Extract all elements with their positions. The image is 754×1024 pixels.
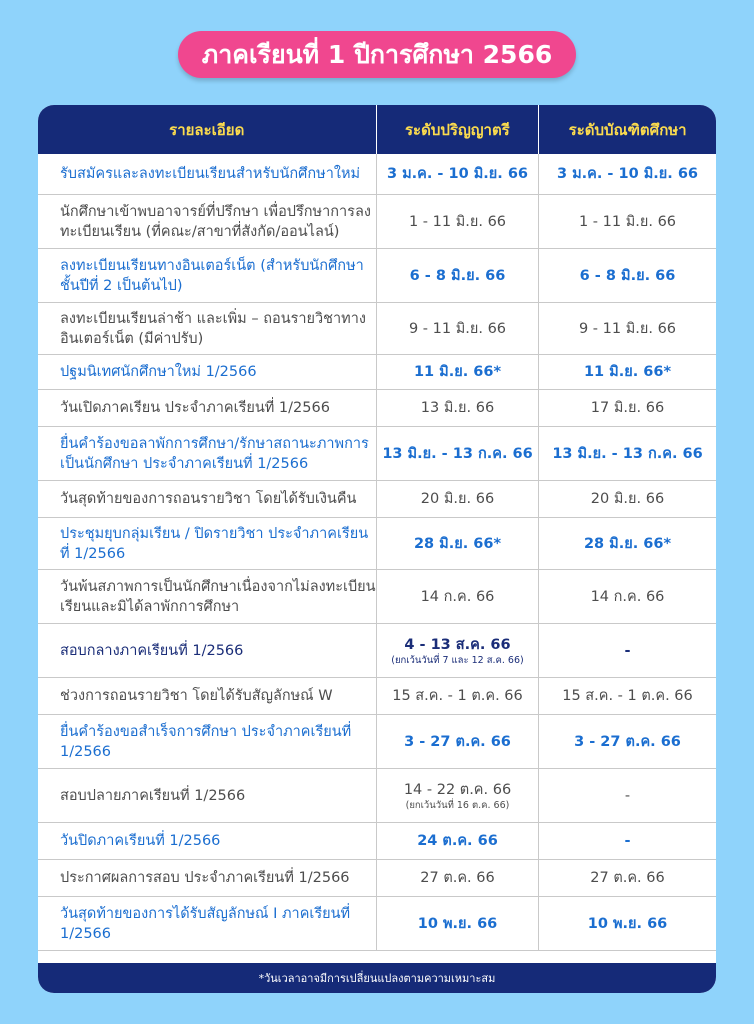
table-row <box>38 678 716 715</box>
table-row <box>38 518 716 570</box>
graduate-date-cell: 11 มิ.ย. 66* <box>538 355 716 389</box>
bachelor-date: 4 - 13 ส.ค. 66 <box>404 636 511 653</box>
graduate-date-cell: 6 - 8 มิ.ย. 66 <box>538 249 716 302</box>
detail-cell: ลงทะเบียนเรียนล่าช้า และเพิ่ม – ถอนรายวิชาทางอินเตอร์เน็ต (มีค่าปรับ) <box>60 310 366 347</box>
graduate-date-cell: 10 พ.ย. 66 <box>538 897 716 950</box>
table-row <box>38 481 716 518</box>
bachelor-date: 11 มิ.ย. 66* <box>413 364 502 380</box>
graduate-date-cell: 17 มิ.ย. 66 <box>538 390 716 426</box>
graduate-date-cell: - <box>538 823 716 859</box>
graduate-date-cell: 15 ส.ค. - 1 ต.ค. 66 <box>538 678 716 714</box>
graduate-date-cell: 14 ก.ค. 66 <box>538 570 716 623</box>
table-row <box>38 427 716 481</box>
table-row <box>38 897 716 951</box>
detail-cell: วันปิดภาคเรียนที่ 1/2566 <box>60 833 221 849</box>
date-exception-note: (ยกเว้นวันที่ 7 และ 12 ส.ค. 66) <box>391 654 524 666</box>
detail-cell: ประชุมยุบกลุ่มเรียน / ปิดรายวิชา ประจำภาคเรียนที่ 1/2566 <box>60 525 369 562</box>
bachelor-date: 24 ต.ค. 66 <box>417 833 498 849</box>
bachelor-date-cell <box>376 624 538 677</box>
header-graduate: ระดับบัณฑิตศึกษา <box>538 105 716 154</box>
graduate-date-cell: 13 มิ.ย. - 13 ก.ค. 66 <box>538 427 716 480</box>
bachelor-date-cell <box>376 154 538 194</box>
graduate-date-cell: 9 - 11 มิ.ย. 66 <box>538 303 716 354</box>
bachelor-date-cell <box>376 570 538 623</box>
bachelor-date-cell <box>376 195 538 248</box>
bachelor-date: 6 - 8 มิ.ย. 66 <box>409 267 506 284</box>
bachelor-date-cell <box>376 823 538 859</box>
bachelor-date-cell <box>376 481 538 517</box>
bachelor-date: 3 - 27 ต.ค. 66 <box>404 733 511 750</box>
detail-cell: วันเปิดภาคเรียน ประจำภาคเรียนที่ 1/2566 <box>60 400 330 416</box>
bachelor-date: 15 ส.ค. - 1 ต.ค. 66 <box>392 688 523 704</box>
table-row <box>38 823 716 860</box>
table-row <box>38 249 716 303</box>
detail-cell: ยื่นคำร้องขอลาพักการศึกษา/รักษาสถานะภาพการเป็นนักศึกษา ประจำภาคเรียนที่ 1/2566 <box>60 435 369 472</box>
graduate-date-cell: 1 - 11 มิ.ย. 66 <box>538 195 716 248</box>
graduate-date-cell: - <box>538 769 716 822</box>
bachelor-date: 13 มิ.ย. 66 <box>420 400 495 416</box>
table-row <box>38 355 716 390</box>
detail-cell: ประกาศผลการสอบ ประจำภาคเรียนที่ 1/2566 <box>60 870 350 886</box>
table-row <box>38 769 716 823</box>
bachelor-date: 27 ต.ค. 66 <box>420 870 495 886</box>
detail-cell: ยื่นคำร้องขอสำเร็จการศึกษา ประจำภาคเรียนที่ 1/2566 <box>60 723 352 760</box>
table-header <box>38 105 716 154</box>
bachelor-date: 13 มิ.ย. - 13 ก.ค. 66 <box>382 445 533 462</box>
table-row <box>38 154 716 195</box>
detail-cell: ช่วงการถอนรายวิชา โดยได้รับสัญลักษณ์ W <box>60 688 333 704</box>
header-bachelor: ระดับปริญญาตรี <box>376 105 539 154</box>
bachelor-date-cell <box>376 390 538 426</box>
table-row <box>38 390 716 427</box>
graduate-date-cell: - <box>538 624 716 677</box>
bachelor-date-cell <box>376 715 538 768</box>
bachelor-date-cell <box>376 860 538 896</box>
bachelor-date-cell <box>376 427 538 480</box>
detail-cell: สอบปลายภาคเรียนที่ 1/2566 <box>60 787 246 804</box>
bachelor-date: 9 - 11 มิ.ย. 66 <box>408 320 507 337</box>
bachelor-date-cell <box>376 678 538 714</box>
footer-note: *วันเวลาอาจมีการเปลี่ยนแปลงตามความเหมาะสม <box>38 963 716 993</box>
table-row <box>38 303 716 355</box>
table-row <box>38 570 716 624</box>
graduate-date-cell: 20 มิ.ย. 66 <box>538 481 716 517</box>
bachelor-date-cell <box>376 769 538 822</box>
detail-cell: ปฐมนิเทศนักศึกษาใหม่ 1/2566 <box>60 364 257 380</box>
detail-cell: ลงทะเบียนเรียนทางอินเตอร์เน็ต (สำหรับนักศึกษาชั้นปีที่ 2 เป็นต้นไป) <box>60 257 364 294</box>
date-exception-note: (ยกเว้นวันที่ 16 ต.ค. 66) <box>405 799 510 811</box>
graduate-date-cell: 28 มิ.ย. 66* <box>538 518 716 569</box>
table-row <box>38 860 716 897</box>
graduate-date-cell: 27 ต.ค. 66 <box>538 860 716 896</box>
detail-cell: รับสมัครและลงทะเบียนเรียนสำหรับนักศึกษาใหม่ <box>60 166 361 182</box>
academic-calendar-table <box>38 105 716 993</box>
bachelor-date: 14 - 22 ต.ค. 66 <box>403 781 512 798</box>
bachelor-date: 14 ก.ค. 66 <box>420 588 495 605</box>
detail-cell: วันสุดท้ายของการถอนรายวิชา โดยได้รับเงินคืน <box>60 491 357 507</box>
bachelor-date: 28 มิ.ย. 66* <box>413 535 502 552</box>
detail-cell: นักศึกษาเข้าพบอาจารย์ที่ปรึกษา เพื่อปรึกษาการลงทะเบียนเรียน (ที่คณะ/สาขาที่สังกัด/ออนไลน์) <box>60 203 371 240</box>
detail-cell: วันสุดท้ายของการได้รับสัญลักษณ์ I ภาคเรียนที่ 1/2566 <box>60 905 351 942</box>
table-row <box>38 195 716 249</box>
page-title: ภาคเรียนที่ 1 ปีการศึกษา 2566 <box>178 31 576 78</box>
table-row <box>38 715 716 769</box>
bachelor-date: 1 - 11 มิ.ย. 66 <box>408 213 507 230</box>
bachelor-date-cell <box>376 303 538 354</box>
table-row <box>38 624 716 678</box>
bachelor-date-cell <box>376 897 538 950</box>
detail-cell: วันพ้นสภาพการเป็นนักศึกษาเนื่องจากไม่ลงทะเบียนเรียนและมิได้ลาพักการศึกษา <box>60 578 376 615</box>
header-detail: รายละเอียด <box>169 120 245 139</box>
bachelor-date: 3 ม.ค. - 10 มิ.ย. 66 <box>386 166 529 182</box>
bachelor-date-cell <box>376 518 538 569</box>
detail-cell: สอบกลางภาคเรียนที่ 1/2566 <box>60 642 244 659</box>
bachelor-date-cell <box>376 249 538 302</box>
graduate-date-cell: 3 - 27 ต.ค. 66 <box>538 715 716 768</box>
bachelor-date: 10 พ.ย. 66 <box>417 915 498 932</box>
bachelor-date-cell <box>376 355 538 389</box>
graduate-date-cell: 3 ม.ค. - 10 มิ.ย. 66 <box>538 154 716 194</box>
bachelor-date: 20 มิ.ย. 66 <box>420 491 495 507</box>
